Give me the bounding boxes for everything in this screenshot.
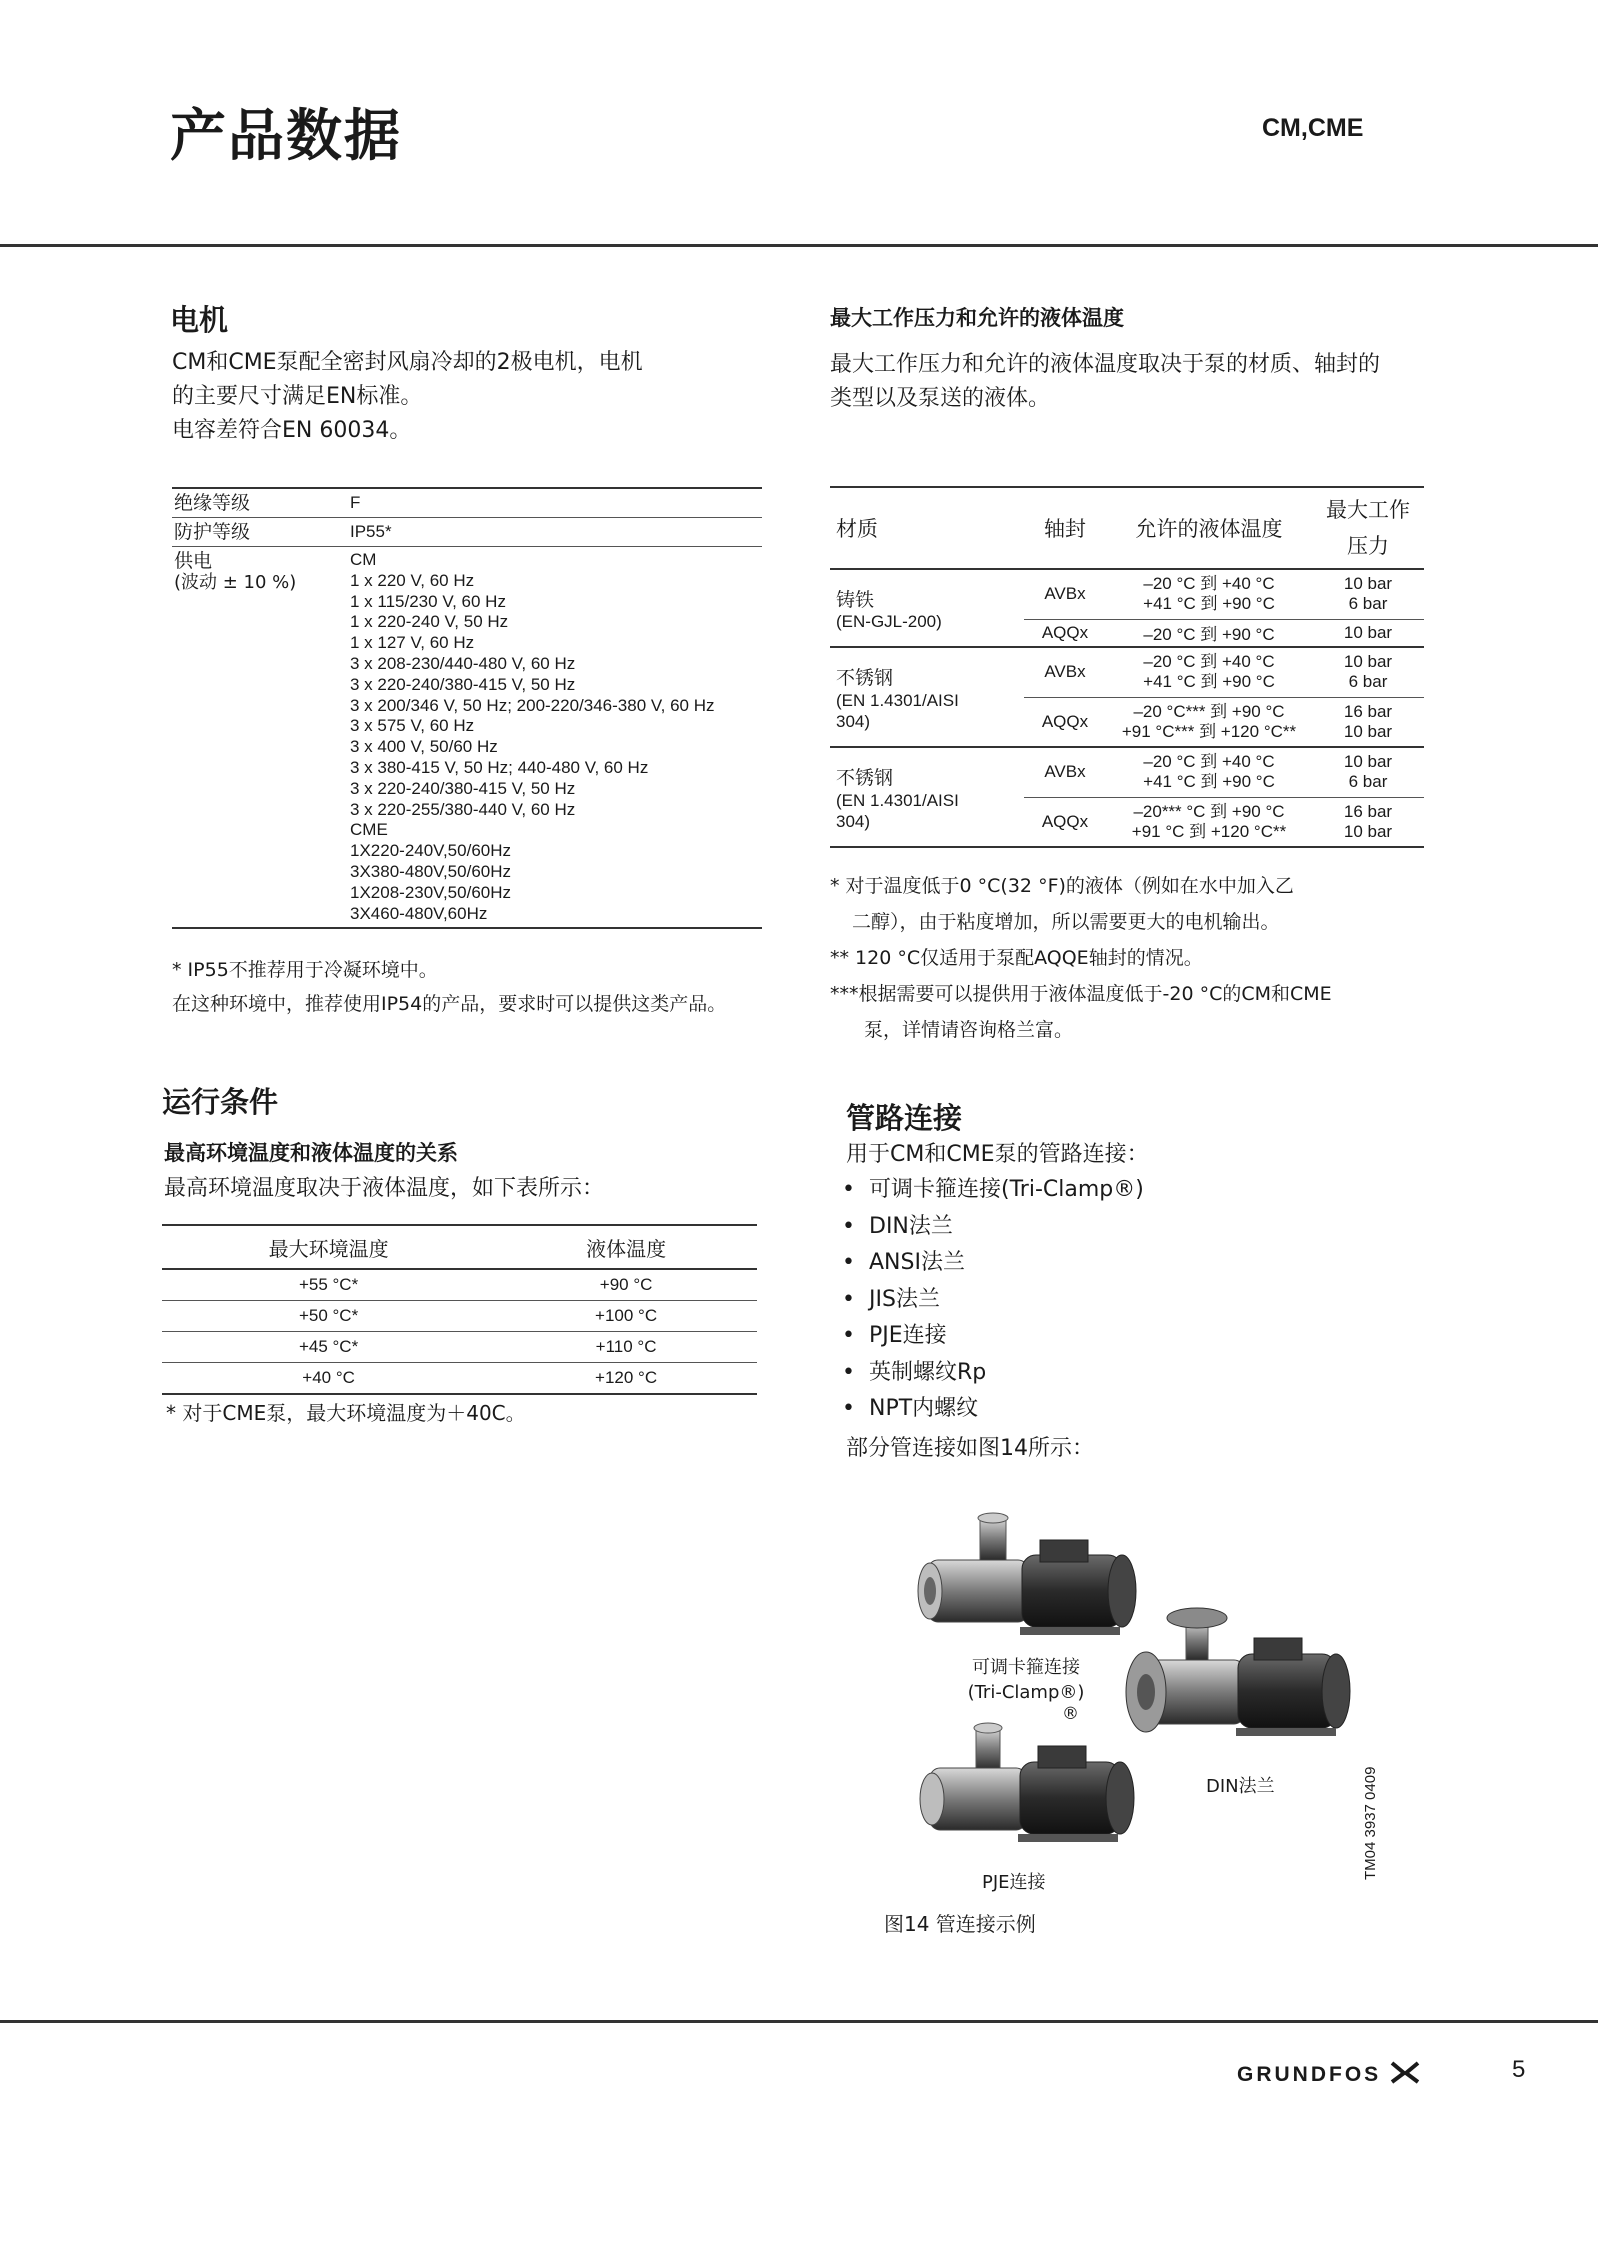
pressure-notes xyxy=(830,868,1332,1048)
temp-cell xyxy=(1106,797,1312,847)
list-item: • ANSI法兰 xyxy=(840,1245,1144,1282)
pje-pump-drawing xyxy=(920,1723,1134,1842)
table-header-row xyxy=(830,487,1424,569)
supply-value: 3 x 400 V, 50/60 Hz xyxy=(350,737,498,757)
supply-value: CM xyxy=(350,550,377,569)
page-number: 5 xyxy=(1512,2056,1526,2083)
table-cell: +50 °C* xyxy=(162,1301,495,1332)
motor-note: * IP55不推荐用于冷凝环境中。 xyxy=(172,959,438,981)
motor-intro xyxy=(172,346,643,448)
seal-cell: AQQx xyxy=(1024,619,1106,647)
operating-note: * 对于CME泵，最大环境温度为＋40C。 xyxy=(166,1401,526,1425)
triclamp-label-line: (Tri-Clamp®) xyxy=(967,1682,1085,1703)
column-header: 材质 xyxy=(830,487,1024,569)
table-row xyxy=(172,518,762,547)
table-row xyxy=(162,1332,757,1363)
supply-value: 3X460-480V,60Hz xyxy=(350,903,488,923)
pressure-cell xyxy=(1312,647,1424,697)
page-title: 产品数据 xyxy=(170,104,402,169)
footer-divider xyxy=(0,2020,1598,2023)
seal-cell: AQQx xyxy=(1024,797,1106,847)
table-header-row xyxy=(162,1225,757,1269)
figure-label-triclamp xyxy=(956,1655,1096,1705)
pressure-value: 6 bar xyxy=(1348,594,1388,614)
supply-value: 3 x 220-240/380-415 V, 50 Hz xyxy=(350,778,576,798)
pressure-heading: 最大工作压力和允许的液体温度 xyxy=(830,306,1124,330)
list-item: • JIS法兰 xyxy=(840,1282,1144,1319)
pressure-value: 10 bar xyxy=(1343,721,1393,741)
seal-cell: AQQx xyxy=(1024,697,1106,747)
material-name: 不锈钢 xyxy=(836,766,894,789)
table-row xyxy=(172,547,762,927)
motor-notes xyxy=(172,953,726,1021)
material-standard: (EN 1.4301/AISI 304) xyxy=(836,790,959,831)
temp-value: –20*** °C 到 +90 °C xyxy=(1133,801,1285,821)
pressure-value: 10 bar xyxy=(1343,821,1393,841)
column-header: 轴封 xyxy=(1024,487,1106,569)
table-cell: +45 °C* xyxy=(162,1332,495,1363)
pressure-intro-line: 最大工作压力和允许的液体温度取决于泵的材质、轴封的 xyxy=(830,352,1381,377)
temp-cell xyxy=(1106,747,1312,797)
column-header xyxy=(1312,487,1424,569)
grundfos-x-icon xyxy=(1390,2060,1420,2084)
temp-value: +91 °C 到 +120 °C** xyxy=(1131,821,1287,841)
table-row xyxy=(162,1363,757,1395)
temp-value: –20 °C 到 +40 °C xyxy=(1143,574,1275,594)
pressure-value: 16 bar xyxy=(1343,801,1393,821)
temp-cell xyxy=(1106,697,1312,747)
table-row xyxy=(162,1269,757,1301)
pressure-header-line: 压力 xyxy=(1347,534,1389,558)
list-item: • PJE连接 xyxy=(840,1318,1144,1355)
supply-value: CME xyxy=(350,820,388,840)
protection-label: 防护等级 xyxy=(174,521,251,543)
supply-value: 1 x 220 V, 60 Hz xyxy=(350,570,475,590)
pressure-note: ***根据需要可以提供用于液体温度低于-20 °C的CM和CME xyxy=(830,983,1332,1005)
pressure-cell xyxy=(1312,797,1424,847)
triclamp-label-line: 可调卡箍连接 xyxy=(972,1657,1080,1678)
table-cell: +100 °C xyxy=(495,1301,757,1332)
temp-cell xyxy=(1106,569,1312,619)
list-item: • NPT内螺纹 xyxy=(840,1391,1144,1428)
pressure-note: * 对于温度低于0 °C(32 °F)的液体（例如在水中加入乙 xyxy=(830,875,1294,897)
pressure-value: 6 bar xyxy=(1348,672,1388,692)
material-standard: (EN 1.4301/AISI 304) xyxy=(836,690,959,731)
motor-note: 在这种环境中，推荐使用IP54的产品，要求时可以提供这类产品。 xyxy=(172,993,727,1015)
pressure-note: 泵，详情请咨询格兰富。 xyxy=(864,1019,1074,1041)
pressure-intro-line: 类型以及泵送的液体。 xyxy=(830,386,1051,411)
motor-intro-line: 电容差符合EN 60034。 xyxy=(172,418,412,443)
table-cell: +40 °C xyxy=(162,1363,495,1395)
pressure-value: 10 bar xyxy=(1343,652,1393,672)
column-header: 允许的液体温度 xyxy=(1106,487,1312,569)
material-cell xyxy=(830,569,1024,647)
supply-value: 3 x 200/346 V, 50 Hz; 200-220/346-380 V, 60 Hz xyxy=(350,695,715,715)
supply-value: 1 x 220-240 V, 50 Hz xyxy=(350,612,509,632)
figure-label-pje: PJE连接 xyxy=(982,1872,1046,1893)
pressure-cell: 10 bar xyxy=(1312,619,1424,647)
supply-value: 1X208-230V,50/60Hz xyxy=(350,882,512,902)
ambient-temp-table xyxy=(162,1224,757,1395)
header-divider xyxy=(0,244,1598,247)
list-item: • 英制螺纹Rp xyxy=(840,1355,1144,1392)
supply-value: 1X220-240V,50/60Hz xyxy=(350,841,512,861)
pressure-intro xyxy=(830,348,1380,416)
registered-mark: ® xyxy=(1062,1704,1079,1724)
table-cell: +90 °C xyxy=(599,1275,653,1294)
seal-cell: AVBx xyxy=(1044,584,1086,604)
brand-name: GRUNDFOS xyxy=(1237,2063,1382,2086)
temp-value: +91 °C*** 到 +120 °C** xyxy=(1121,721,1297,741)
pressure-note: 二醇），由于粘度增加，所以需要更大的电机输出。 xyxy=(852,911,1280,933)
material-name: 铸铁 xyxy=(836,588,875,611)
pressure-value: 16 bar xyxy=(1343,701,1393,721)
supply-value: 1 x 115/230 V, 60 Hz xyxy=(350,591,506,611)
temp-value: +41 °C 到 +90 °C xyxy=(1143,594,1275,614)
pipe-intro: 用于CM和CME泵的管路连接： xyxy=(846,1142,1149,1167)
column-header: 最大环境温度 xyxy=(162,1225,495,1269)
triclamp-pump-drawing xyxy=(918,1513,1136,1635)
seal-cell: AVBx xyxy=(1024,747,1106,797)
motor-intro-line: CM和CME泵配全密封风扇冷却的2极电机，电机 xyxy=(172,350,643,375)
supply-value: 3 x 380-415 V, 50 Hz; 440-480 V, 60 Hz xyxy=(350,757,649,777)
pressure-cell xyxy=(1312,747,1424,797)
figure-label-din: DIN法兰 xyxy=(1206,1776,1275,1797)
pressure-value: 6 bar xyxy=(1348,772,1388,792)
temp-value: –20 °C*** 到 +90 °C xyxy=(1133,701,1285,721)
protection-value: IP55* xyxy=(350,522,392,541)
material-cell xyxy=(830,647,1024,747)
list-item: • DIN法兰 xyxy=(840,1209,1144,1246)
pipe-heading: 管路连接 xyxy=(846,1101,963,1135)
material-standard: (EN-GJL-200) xyxy=(836,611,942,631)
temp-cell xyxy=(1106,647,1312,697)
column-header: 液体温度 xyxy=(495,1225,757,1269)
temp-value: +41 °C 到 +90 °C xyxy=(1143,772,1275,792)
material-cell xyxy=(830,747,1024,847)
table-cell: +110 °C xyxy=(495,1332,757,1363)
supply-value: 3 x 575 V, 60 Hz xyxy=(350,716,475,736)
supply-value: 3 x 220-255/380-440 V, 60 Hz xyxy=(350,799,576,819)
supply-value: 3X380-480V,50/60Hz xyxy=(350,861,512,881)
table-row xyxy=(830,647,1424,697)
supply-value: 3 x 208-230/440-480 V, 60 Hz xyxy=(350,653,576,673)
insulation-label: 绝缘等级 xyxy=(174,492,251,514)
operating-subheading: 最高环境温度和液体温度的关系 xyxy=(164,1141,458,1165)
pressure-temp-table xyxy=(830,486,1424,848)
din-pump-drawing xyxy=(1126,1608,1350,1736)
supply-value: 3 x 220-240/380-415 V, 50 Hz xyxy=(350,674,576,694)
temp-cell: –20 °C 到 +90 °C xyxy=(1106,619,1312,647)
seal-cell: AVBx xyxy=(1024,647,1106,697)
table-row xyxy=(172,489,762,518)
table-row xyxy=(162,1301,757,1332)
table-row xyxy=(830,747,1424,797)
supply-value: 1 x 127 V, 60 Hz xyxy=(350,633,475,653)
pressure-cell xyxy=(1312,697,1424,747)
grundfos-logo xyxy=(1237,2060,1420,2087)
supply-tolerance: (波动 ± 10 %) xyxy=(174,572,297,593)
motor-spec-table xyxy=(172,487,762,929)
table-cell: +55 °C* xyxy=(298,1275,359,1294)
supply-values xyxy=(350,547,715,927)
temp-value: +41 °C 到 +90 °C xyxy=(1143,672,1275,692)
insulation-value: F xyxy=(350,493,361,512)
pipe-outro: 部分管连接如图14所示： xyxy=(846,1436,1094,1461)
motor-heading: 电机 xyxy=(170,303,229,337)
pressure-cell xyxy=(1312,569,1424,619)
motor-intro-line: 的主要尺寸满足EN标准。 xyxy=(172,384,423,409)
temp-value: –20 °C 到 +40 °C xyxy=(1143,652,1275,672)
temp-value: –20 °C 到 +40 °C xyxy=(1143,752,1275,772)
figure-caption: 图14 管连接示例 xyxy=(884,1912,1036,1936)
table-cell: +120 °C xyxy=(495,1363,757,1395)
operating-heading: 运行条件 xyxy=(162,1085,279,1119)
pressure-note: ** 120 °C仅适用于泵配AQQE轴封的情况。 xyxy=(830,947,1203,969)
pressure-value: 10 bar xyxy=(1343,574,1393,594)
list-item: • 可调卡箍连接(Tri-Clamp®) xyxy=(840,1172,1144,1209)
pressure-header-line: 最大工作 xyxy=(1326,498,1410,522)
table-row xyxy=(830,569,1424,619)
pipe-connection-list xyxy=(840,1172,1144,1428)
material-name: 不锈钢 xyxy=(836,666,894,689)
supply-label: 供电 xyxy=(174,550,213,572)
operating-intro: 最高环境温度取决于液体温度，如下表所示： xyxy=(164,1176,605,1201)
figure-code: TM04 3937 0409 xyxy=(1362,1766,1379,1880)
pressure-value: 10 bar xyxy=(1343,752,1393,772)
product-model: CM,CME xyxy=(1262,114,1364,142)
